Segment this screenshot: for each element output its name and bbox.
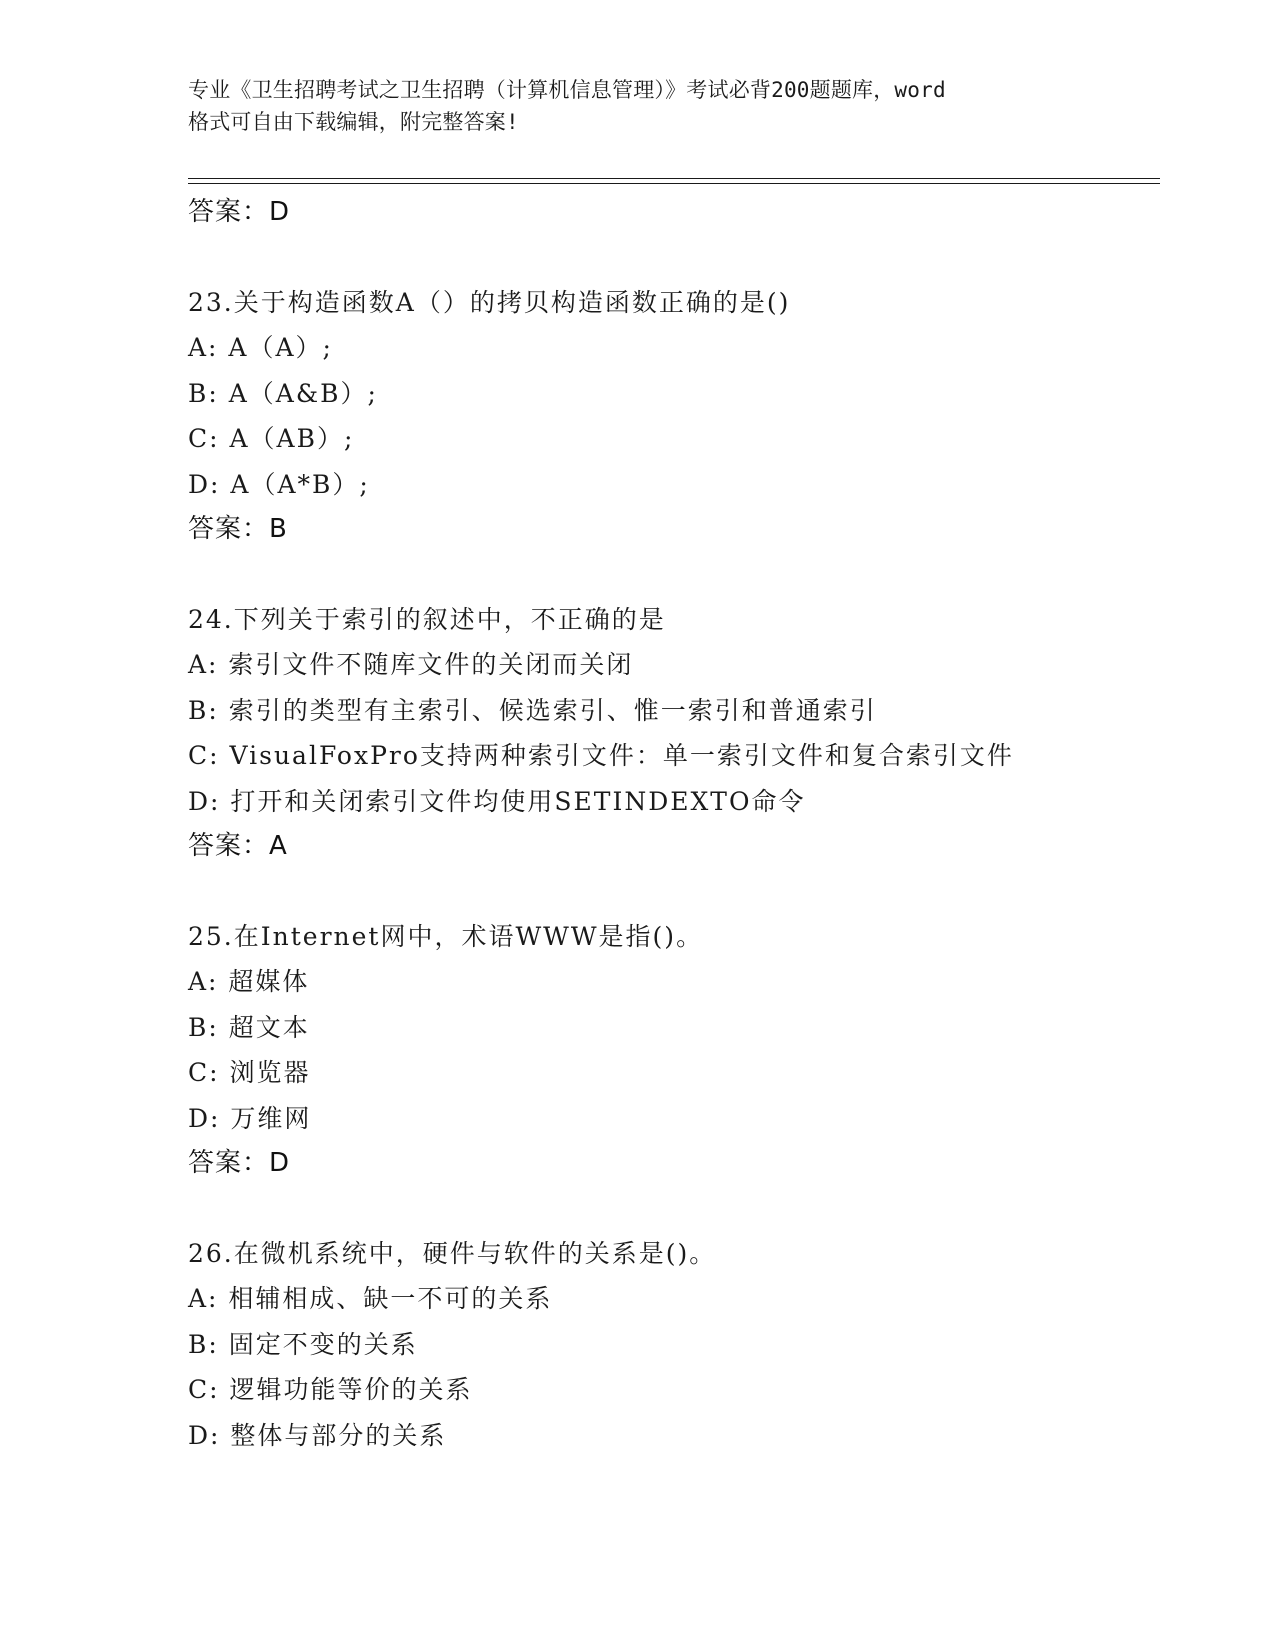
answer-label: 答案：A — [188, 831, 288, 861]
option-c: C: VisualFoxPro支持两种索引文件：单一索引文件和复合索引文件 — [188, 741, 1014, 770]
option-b: B: 固定不变的关系 — [188, 1329, 418, 1359]
option-c: C: A（AB）; — [188, 424, 355, 453]
header-divider-top — [188, 178, 1160, 179]
question-24 — [188, 597, 1148, 870]
option-b: B: 索引的类型有主索引、候选索引、惟一索引和普通索引 — [188, 695, 877, 725]
question-23 — [188, 280, 1148, 553]
option-a: A: 相辅相成、缺一不可的关系 — [188, 1284, 553, 1313]
option-a: A: 超媒体 — [188, 967, 310, 996]
option-d: D: 整体与部分的关系 — [188, 1420, 447, 1450]
option-a: A: 索引文件不随库文件的关闭而关闭 — [188, 650, 634, 679]
spacer — [188, 870, 1148, 914]
question-25 — [188, 914, 1148, 1187]
option-b: B: A（A&B）; — [188, 378, 378, 408]
header-divider-bottom — [188, 183, 1160, 184]
spacer — [188, 553, 1148, 597]
question-stem: 24.下列关于索引的叙述中，不正确的是 — [188, 604, 666, 634]
answer-label: 答案：D — [188, 1148, 291, 1178]
question-stem: 26.在微机系统中，硬件与软件的关系是()。 — [188, 1238, 717, 1268]
question-list — [188, 190, 1148, 1458]
header-note-line-2: 格式可自由下载编辑，附完整答案! — [188, 110, 519, 134]
previous-answer: 答案：D — [188, 197, 291, 227]
spacer — [188, 1187, 1148, 1231]
question-stem: 25.在Internet网中，术语WWW是指()。 — [188, 921, 704, 951]
option-d: D: 打开和关闭索引文件均使用SETINDEXTO命令 — [188, 786, 806, 816]
question-26 — [188, 1231, 1148, 1459]
option-c: C: 逻辑功能等价的关系 — [188, 1375, 473, 1404]
option-c: C: 浏览器 — [188, 1058, 311, 1087]
option-d: D: A（A*B）; — [188, 469, 370, 499]
option-b: B: 超文本 — [188, 1012, 310, 1042]
option-a: A: A（A）; — [188, 333, 333, 362]
answer-label: 答案：B — [188, 514, 288, 544]
option-d: D: 万维网 — [188, 1103, 312, 1133]
header-note — [188, 74, 1108, 138]
header-note-line-1: 专业《卫生招聘考试之卫生招聘（计算机信息管理）》考试必背200题题库，word — [188, 78, 946, 102]
question-stem: 23.关于构造函数A（）的拷贝构造函数正确的是() — [188, 287, 791, 317]
spacer — [188, 236, 1148, 280]
